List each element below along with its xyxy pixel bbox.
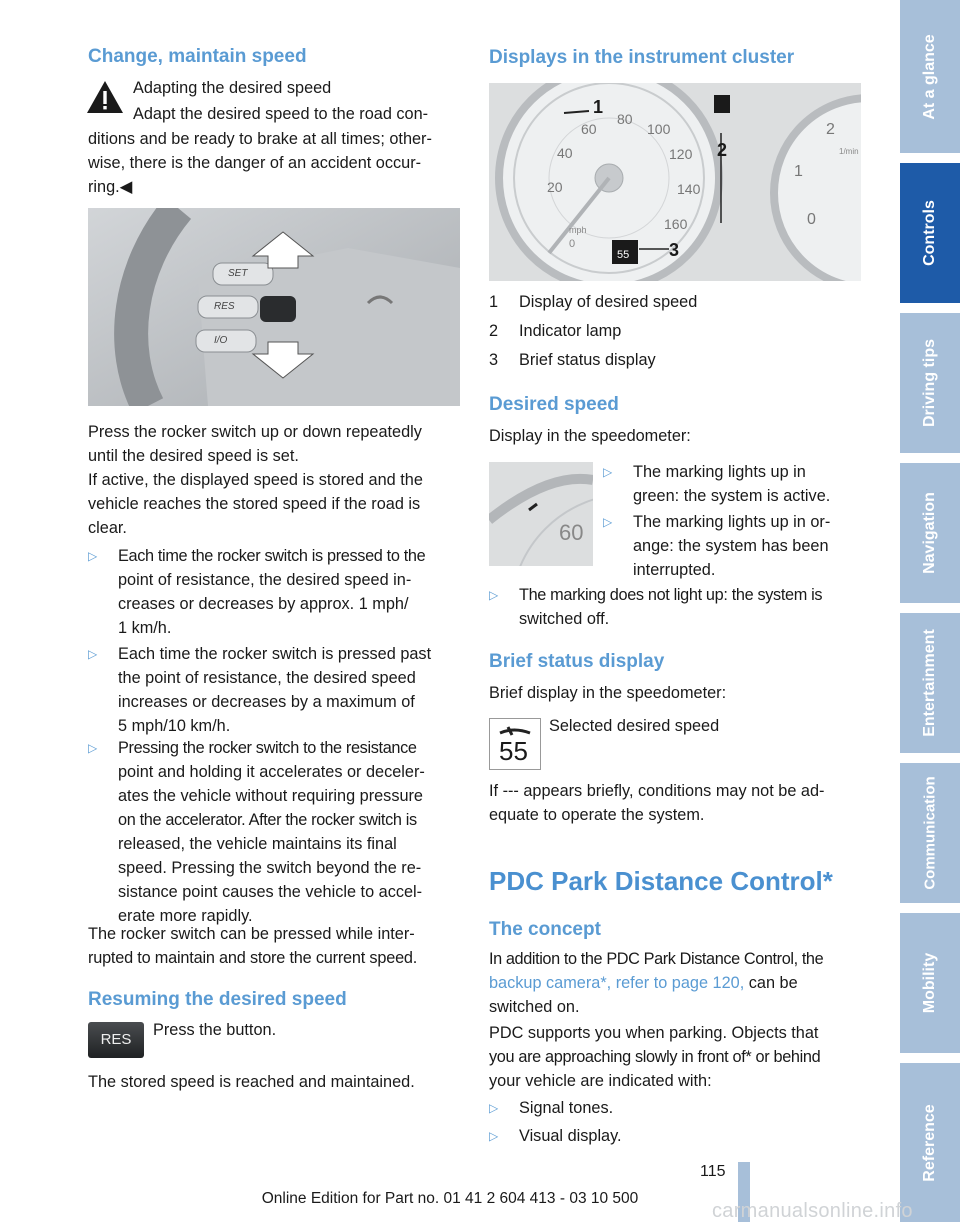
warning-icon [86,80,124,114]
bullet-line: The marking lights up in or- [633,513,831,531]
paragraph: In addition to the PDC Park Distance Control, the [489,950,824,968]
cluster-tick: 160 [664,216,688,232]
tab-label: Driving tips [921,338,938,428]
tab-controls[interactable] [900,163,960,303]
tab-label: Mobility [921,952,938,1014]
cluster-tick: 80 [617,111,633,127]
cluster-tick: 0 [807,211,816,228]
bullet-line: increases or decreases by a maximum of [118,693,415,711]
chapter-tab-bar [900,0,960,1222]
wheel-label-io: I/O [214,335,228,346]
bullet-line: speed. Pressing the switch beyond the re- [118,859,422,877]
tab-label: At a glance [921,33,938,120]
paragraph: until the desired speed is set. [88,447,299,465]
list-number: 2 [489,322,499,340]
heading-brief-status-display: Brief status display [489,651,665,672]
tab-reference[interactable] [900,1063,960,1222]
bullet-line: 1 km/h. [118,619,172,637]
heading-the-concept: The concept [489,919,601,940]
set-speed-icon [489,718,541,770]
speedo-value: 60 [559,520,584,545]
tab-at-a-glance[interactable] [900,0,960,153]
bullet-line: Visual display. [519,1127,622,1145]
bullet-triangle-icon: ▷ [603,465,613,479]
numbered-list [489,290,861,377]
bullet-line: point and holding it accelerates or deceler- [118,763,425,781]
bullet-line: sistance point causes the vehicle to accel- [118,883,423,901]
heading-desired-speed: Desired speed [489,394,619,415]
paragraph: vehicle reaches the stored speed if the road is [88,495,421,513]
footer-text: Online Edition for Part no. 01 41 2 604 413 - 03 10 500 [261,1190,639,1207]
warning-text: ditions and be ready to brake at all times; other- [88,130,432,148]
paragraph: If --- appears briefly, conditions may not be ad- [489,782,825,800]
steering-wheel-image [88,208,460,406]
bullet-line: The marking lights up in [633,463,806,481]
paragraph: The stored speed is reached and maintained. [88,1073,415,1091]
tab-label: Communication [921,776,939,890]
warning-text: ring.◀ [88,178,133,196]
bullet-line: the point of resistance, the desired speed [118,669,416,687]
tab-label: Reference [921,1103,938,1182]
paragraph: Brief display in the speedometer: [489,684,727,702]
bullet-line: Pressing the rocker switch to the resistance [118,739,417,757]
heading-displays-instrument-cluster: Displays in the instrument cluster [489,47,795,68]
cluster-tick: 0 [569,238,576,250]
paragraph: switched on. [489,998,580,1016]
bullet-line: Each time the rocker switch is pressed past [118,645,432,663]
callout-2: 2 [717,140,728,160]
tab-label: Navigation [921,492,938,574]
bullet-line: erate more rapidly. [118,907,253,925]
cluster-tick: 100 [647,121,671,137]
res-button-icon: RES [88,1022,144,1058]
bullet-item [88,544,464,640]
cluster-badge: 55 [617,249,630,261]
bullet-line: Each time the rocker switch is pressed to the [118,547,426,565]
heading-pdc-park-distance-control: PDC Park Distance Control* [489,866,833,896]
heading-resuming-desired-speed: Resuming the desired speed [88,989,347,1010]
list-text: Indicator lamp [519,322,622,340]
backup-camera-link[interactable]: backup camera*, refer to page 120, [489,974,745,992]
bullet-line: on the accelerator. After the rocker switch is [118,811,417,829]
bullet-item [603,460,861,508]
bullet-line: ates the vehicle without requiring pressure [118,787,423,805]
bullet-line: released, the vehicle maintains its final [118,835,397,853]
cluster-tick: 140 [677,181,701,197]
list-item [489,319,861,348]
list-text: Display of desired speed [519,293,698,311]
warning-text: Adapt the desired speed to the road con- [133,105,429,123]
tab-navigation[interactable] [900,463,960,603]
callout-1: 1 [593,97,604,117]
wheel-label-set: SET [228,268,248,279]
tab-label: Controls [921,200,938,266]
bullet-line: The marking does not light up: the system is [519,586,823,604]
paragraph: The rocker switch can be pressed while inter- [88,925,415,943]
callout-3: 3 [669,240,680,260]
page-number: 115 [700,1163,726,1180]
set-speed-value: 55 [499,736,528,766]
instrument-cluster-image [489,83,861,281]
paragraph: equate to operate the system. [489,806,705,824]
bullet-triangle-icon: ▷ [88,647,98,661]
res-text: Press the button. [153,1021,277,1039]
tab-mobility[interactable] [900,913,960,1053]
list-item [489,290,861,319]
paragraph: Display in the speedometer: [489,427,691,445]
wheel-label-res: RES [214,301,235,312]
paragraph: Press the rocker switch up or down repeatedly [88,423,422,441]
paragraph: clear. [88,519,127,537]
cluster-tick: 120 [669,146,693,162]
bullet-triangle-icon: ▷ [489,1101,499,1115]
bullet-item [489,1096,861,1120]
brief-selected-text: Selected desired speed [549,717,720,735]
bullet-item [88,736,464,928]
bullet-line: ange: the system has been [633,537,829,555]
bullet-item [489,583,865,631]
heading-change-maintain-speed: Change, maintain speed [88,46,307,67]
bullet-line: Signal tones. [519,1099,614,1117]
cluster-tick: 20 [547,179,563,195]
bullet-line: point of resistance, the desired speed in- [118,571,412,589]
bullet-triangle-icon: ▷ [489,1129,499,1143]
paragraph: rupted to maintain and store the current speed. [88,949,418,967]
tab-communication[interactable] [900,763,960,903]
list-item [489,348,861,377]
paragraph: you are approaching slowly in front of* or behind [489,1048,821,1066]
bullet-item [489,1124,861,1148]
cluster-unit: 1/min [839,147,859,156]
paragraph: your vehicle are indicated with: [489,1072,712,1090]
tab-entertainment[interactable] [900,613,960,753]
list-number: 1 [489,293,499,311]
list-text: Brief status display [519,351,656,369]
bullet-line: green: the system is active. [633,487,831,505]
bullet-item [88,642,464,738]
cluster-tick: 60 [581,121,597,137]
list-number: 3 [489,351,499,369]
tab-label: Entertainment [921,629,938,737]
warning-text: wise, there is the danger of an accident occur- [88,154,422,172]
bullet-line: switched off. [519,610,610,628]
speedometer-marking-image [489,462,593,566]
watermark: carmanualsonline.info [712,1200,913,1222]
paragraph [489,971,798,995]
bullet-triangle-icon: ▷ [603,515,613,529]
paragraph: If active, the displayed speed is stored and the [88,471,423,489]
paragraph: PDC supports you when parking. Objects that [489,1024,819,1042]
tab-driving-tips[interactable] [900,313,960,453]
bullet-triangle-icon: ▷ [489,588,499,602]
cluster-tick: 2 [826,121,835,138]
warning-title: Adapting the desired speed [133,79,332,97]
cluster-unit: mph [569,225,587,235]
bullet-triangle-icon: ▷ [88,741,98,755]
bullet-line: creases or decreases by approx. 1 mph/ [118,595,409,613]
bullet-triangle-icon: ▷ [88,549,98,563]
cluster-tick: 1 [794,163,803,180]
bullet-line: interrupted. [633,561,716,579]
cluster-tick: 40 [557,145,573,161]
paragraph-text: can be [744,974,798,992]
bullet-line: 5 mph/10 km/h. [118,717,231,735]
bullet-item [603,510,861,582]
